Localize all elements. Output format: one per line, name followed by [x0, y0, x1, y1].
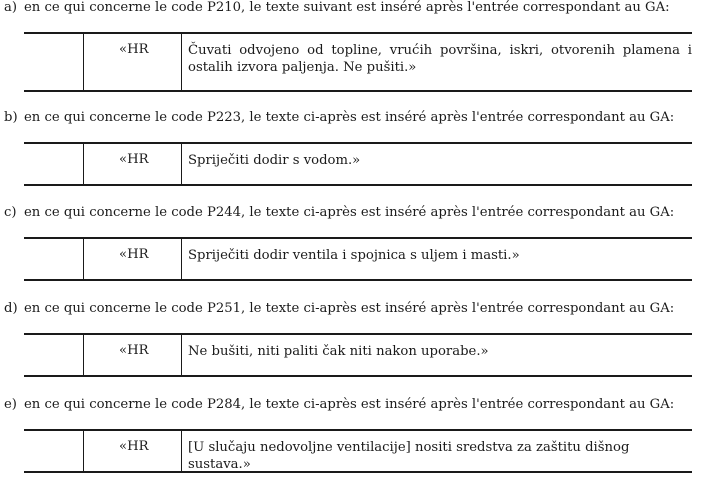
item-letter: d): [4, 301, 18, 316]
item-intro: en ce qui concerne le code P284, le texte ci-après est inséré après l'entrée correspondant au GA:: [24, 397, 675, 412]
statement-text: [U slučaju nedovoljne ventilacije] nositi sredstva za zaštitu dišnog sustava.»: [188, 440, 630, 472]
statement-text: Ne bušiti, niti paliti čak niti nakon uporabe.»: [188, 344, 489, 359]
item-letter: a): [4, 0, 18, 15]
entry-table: [24, 333, 692, 377]
item-intro: en ce qui concerne le code P223, le texte ci-après est inséré après l'entrée correspondant au GA:: [24, 110, 675, 125]
language-code: «HR: [119, 247, 149, 262]
language-code-cell: [84, 431, 182, 471]
entry-table: [24, 429, 692, 473]
language-code: «HR: [119, 42, 149, 57]
empty-cell: [24, 34, 84, 90]
empty-cell: [24, 431, 84, 471]
item-intro-line: [4, 0, 670, 16]
empty-cell: [24, 239, 84, 279]
item-intro-line: [4, 397, 674, 413]
entry-table: [24, 237, 692, 281]
empty-cell: [24, 144, 84, 184]
language-code: «HR: [119, 343, 149, 358]
language-code: «HR: [119, 152, 149, 167]
item-intro: en ce qui concerne le code P251, le texte ci-après est inséré après l'entrée correspondant au GA:: [24, 301, 675, 316]
item-letter: b): [4, 110, 18, 125]
item-letter: c): [4, 205, 17, 220]
language-code-cell: [84, 144, 182, 184]
item-intro-line: [4, 205, 674, 221]
item-intro-line: [4, 301, 674, 317]
language-code-cell: [84, 34, 182, 90]
item-letter: e): [4, 397, 17, 412]
language-code: «HR: [119, 439, 149, 454]
statement-text: Spriječiti dodir ventila i spojnica s uljem i masti.»: [188, 248, 520, 263]
statement-text: Čuvati odvojeno od topline, vrućih površina, iskri, otvorenih plamena i ostalih izvora paljenja. Ne pušiti.»: [188, 43, 692, 75]
language-code-cell: [84, 239, 182, 279]
item-intro: en ce qui concerne le code P210, le texte suivant est inséré après l'entrée correspondant au GA:: [24, 0, 670, 15]
entry-table: [24, 32, 692, 92]
language-code-cell: [84, 335, 182, 375]
item-intro-line: [4, 110, 674, 126]
entry-table: [24, 142, 692, 186]
statement-text: Spriječiti dodir s vodom.»: [188, 153, 361, 168]
empty-cell: [24, 335, 84, 375]
item-intro: en ce qui concerne le code P244, le texte ci-après est inséré après l'entrée correspondant au GA:: [24, 205, 675, 220]
